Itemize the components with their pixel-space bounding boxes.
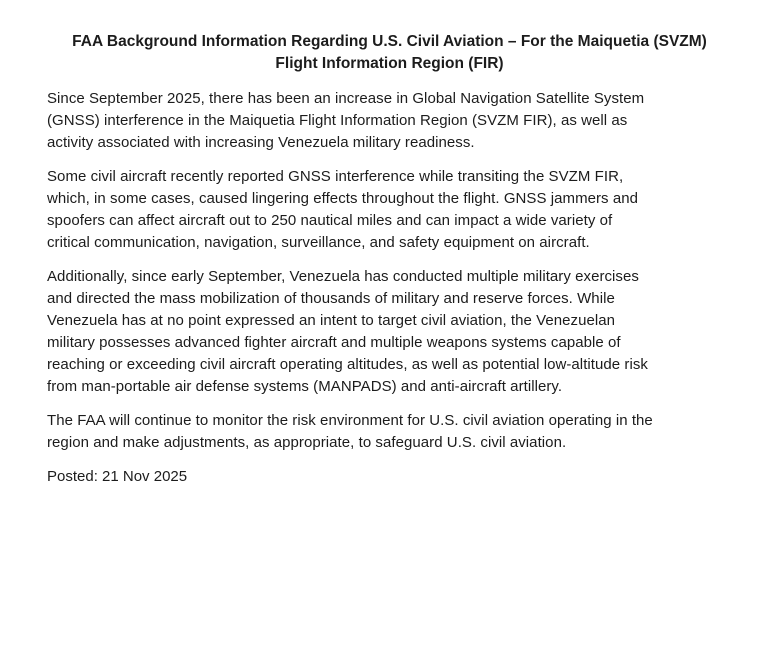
text-line: Additionally, since early September, Venezuela has conducted multiple military exercises	[47, 268, 639, 285]
text-line: from man-portable air defense systems (MANPADS) and anti-aircraft artillery.	[47, 378, 563, 395]
text-line: critical communication, navigation, surveillance, and safety equipment on aircraft.	[47, 234, 590, 251]
text-line: Venezuela has at no point expressed an intent to target civil aviation, the Venezuelan	[47, 312, 616, 329]
paragraph-faa-monitoring	[47, 410, 728, 454]
text-line: Some civil aircraft recently reported GNSS interference while transiting the SVZM FIR,	[47, 168, 624, 185]
posted-date: Posted: 21 Nov 2025	[47, 468, 188, 485]
text-line: activity associated with increasing Venezuela military readiness.	[47, 134, 475, 151]
title-line: Flight Information Region (FIR)	[275, 55, 504, 72]
paragraph-gnss-interference	[47, 166, 728, 254]
text-line: which, in some cases, caused lingering effects throughout the flight. GNSS jammers and	[47, 190, 638, 207]
paragraph-military-activity	[47, 266, 728, 398]
text-line: The FAA will continue to monitor the risk environment for U.S. civil aviation operating in the	[47, 412, 653, 429]
text-line: and directed the mass mobilization of thousands of military and reserve forces. While	[47, 290, 615, 307]
text-line: reaching or exceeding civil aircraft operating altitudes, as well as potential low-altitude risk	[47, 356, 648, 373]
document-title	[47, 31, 728, 75]
paragraph-gnss-increase	[47, 88, 728, 154]
text-line: (GNSS) interference in the Maiquetia Flight Information Region (SVZM FIR), as well as	[47, 112, 628, 129]
text-line: region and make adjustments, as appropriate, to safeguard U.S. civil aviation.	[47, 434, 567, 451]
title-line: FAA Background Information Regarding U.S. Civil Aviation – For the Maiquetia (SVZM)	[72, 33, 707, 50]
text-line: Since September 2025, there has been an increase in Global Navigation Satellite System	[47, 90, 645, 107]
text-line: military possesses advanced fighter aircraft and multiple weapons systems capable of	[47, 334, 621, 351]
text-line: spoofers can affect aircraft out to 250 nautical miles and can impact a wide variety of	[47, 212, 613, 229]
